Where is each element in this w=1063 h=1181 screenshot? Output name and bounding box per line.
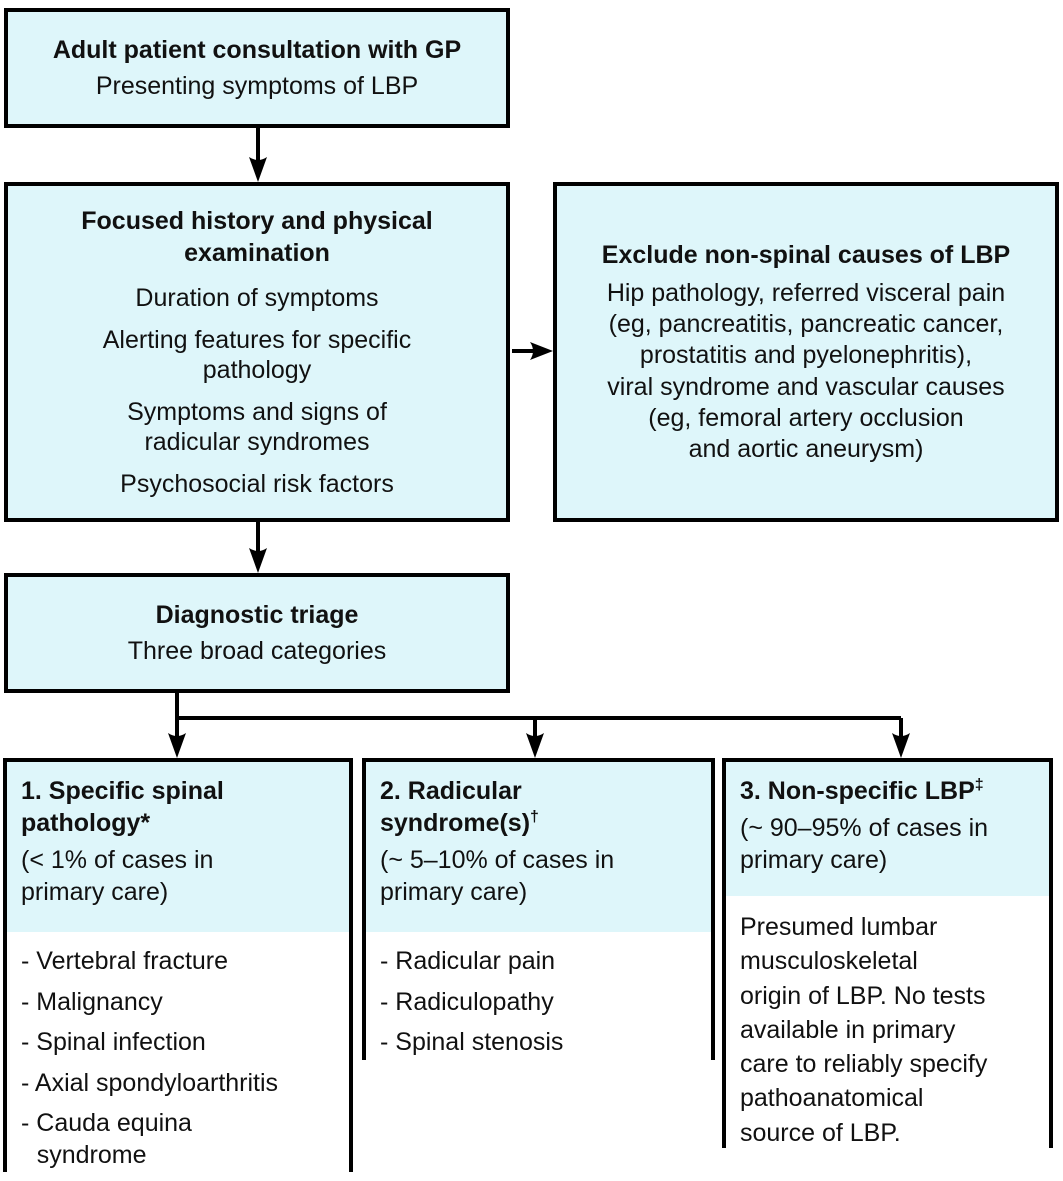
list-item: Symptoms and signs of radicular syndromes (127, 397, 387, 456)
category-3-title: 3. Non-specific LBP‡ (740, 776, 984, 805)
history-exam-items (103, 272, 411, 499)
list-item: - Spinal stenosis (380, 1028, 564, 1056)
list-item: - Radiculopathy (380, 987, 554, 1016)
list-item: - Axial spondyloarthritis (21, 1068, 279, 1097)
category-2-item-list (366, 932, 711, 1068)
list-item: - Cauda equina syndrome (21, 1109, 192, 1169)
category-1-title: 1. Specific spinal pathology* (21, 777, 224, 837)
category-2-footnote-mark: † (530, 808, 539, 826)
category-2-title: 2. Radicular syndrome(s)† (380, 777, 539, 837)
category-3-footnote-mark: ‡ (974, 776, 984, 794)
list-item: Alerting features for specific pathology (102, 325, 412, 384)
list-item: Duration of symptoms (135, 284, 379, 312)
exclude-causes-title: Exclude non-spinal causes of LBP (601, 240, 1011, 269)
list-item: - Vertebral fracture (21, 947, 229, 975)
category-1-item-list (7, 932, 349, 1180)
history-exam-title: Focused history and physical examination (81, 207, 433, 267)
category-1-specific-spinal-pathology-box (3, 758, 353, 1172)
arrow-history-to-triage (249, 522, 267, 573)
consultation-title: Adult patient consultation with GP (52, 35, 462, 64)
category-3-header (726, 762, 1049, 896)
consultation-subtitle: Presenting symptoms of LBP (95, 71, 419, 100)
exclude-causes-box (553, 182, 1059, 522)
consultation-box (4, 8, 510, 128)
list-item: - Spinal infection (21, 1028, 206, 1056)
category-2-prevalence: (~ 5–10% of cases in primary care) (380, 846, 615, 906)
category-1-header (7, 762, 349, 932)
category-2-radicular-syndromes-box (362, 758, 715, 1060)
category-3-non-specific-lbp-box (722, 758, 1053, 1148)
list-item: Psychosocial risk factors (120, 469, 394, 498)
category-3-prevalence: (~ 90–95% of cases in primary care) (740, 814, 989, 874)
category-1-prevalence: (< 1% of cases in primary care) (21, 846, 214, 906)
arrow-history-to-exclude (512, 342, 553, 360)
category-2-header (366, 762, 711, 932)
triage-branch-connector (168, 693, 910, 758)
diagnostic-triage-title: Diagnostic triage (155, 600, 359, 629)
list-item: - Radicular pain (380, 947, 556, 975)
arrow-consult-to-history (249, 128, 267, 182)
category-3-description: Presumed lumbar musculoskeletal origin of LBP. No tests available in primary care to reliably specify pathoanatomical source of LBP. (740, 913, 988, 1147)
diagnostic-triage-box (4, 573, 510, 693)
list-item: - Malignancy (21, 987, 163, 1016)
history-exam-box (4, 182, 510, 522)
diagnostic-triage-subtitle: Three broad categories (127, 636, 387, 665)
category-3-body (726, 896, 1049, 1150)
exclude-causes-body: Hip pathology, referred visceral pain (eg, pancreatitis, pancreatic cancer, prostatitis and pyelonephritis), viral syndrome and vascular causes (eg, femoral artery occlusion and aortic aneurysm) (606, 278, 1006, 463)
